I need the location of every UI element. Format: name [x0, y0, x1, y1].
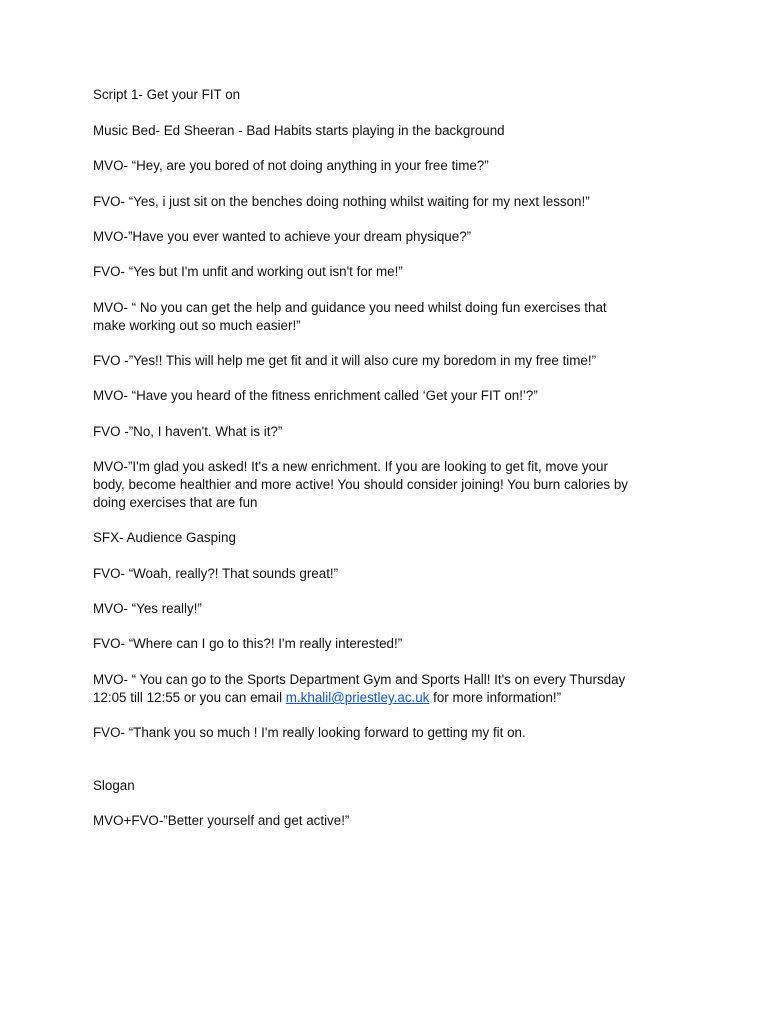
dialogue-line: MVO-”I'm glad you asked! It's a new enrichment. If you are looking to get fit, move your	[93, 459, 608, 474]
email-line-before: 12:05 till 12:55 or you can email	[93, 690, 286, 705]
dialogue-line-continued: doing exercises that are fun	[93, 495, 258, 510]
dialogue-line: FVO- “Yes, i just sit on the benches doing nothing whilst waiting for my next lesson!”	[93, 194, 590, 209]
email-link[interactable]: m.khalil@priestley.ac.uk	[285, 690, 430, 705]
dialogue-line: FVO -”No, I haven't. What is it?”	[93, 424, 283, 439]
dialogue-line-continued: body, become healthier and more active! You should consider joining! You burn calories by	[93, 477, 628, 492]
closing-line: FVO- “Thank you so much ! I'm really looking forward to getting my fit on.	[93, 725, 526, 740]
slogan-line: MVO+FVO-”Better yourself and get active!”	[93, 813, 350, 828]
email-line	[93, 689, 693, 707]
sfx-line: SFX- Audience Gasping	[93, 530, 236, 545]
dialogue-line-continued: make working out so much easier!”	[93, 318, 301, 333]
dialogue-line: FVO -”Yes!! This will help me get fit and it will also cure my boredom in my free time!”	[93, 353, 597, 368]
music-bed-line: Music Bed- Ed Sheeran - Bad Habits starts playing in the background	[93, 123, 505, 138]
dialogue-line: MVO- “ No you can get the help and guidance you need whilst doing fun exercises that	[93, 300, 607, 315]
dialogue-line: MVO- “Hey, are you bored of not doing anything in your free time?”	[93, 158, 489, 173]
dialogue-line: MVO-”Have you ever wanted to achieve your dream physique?”	[93, 229, 472, 244]
dialogue-line: FVO- “Where can I go to this?! I'm really interested!”	[93, 636, 403, 651]
dialogue-line: MVO- “Have you heard of the fitness enrichment called ‘Get your FIT on!’?”	[93, 388, 538, 403]
dialogue-line: FVO- “Yes but I'm unfit and working out isn't for me!”	[93, 264, 403, 279]
dialogue-line: FVO- “Woah, really?! That sounds great!”	[93, 566, 339, 581]
slogan-heading: Slogan	[93, 778, 135, 793]
dialogue-line: MVO- “Yes really!”	[93, 601, 202, 616]
script-title: Script 1- Get your FIT on	[93, 87, 241, 102]
email-line-after: for more information!”	[429, 690, 562, 705]
dialogue-line: MVO- “ You can go to the Sports Department Gym and Sports Hall! It's on every Thursday	[93, 672, 626, 687]
